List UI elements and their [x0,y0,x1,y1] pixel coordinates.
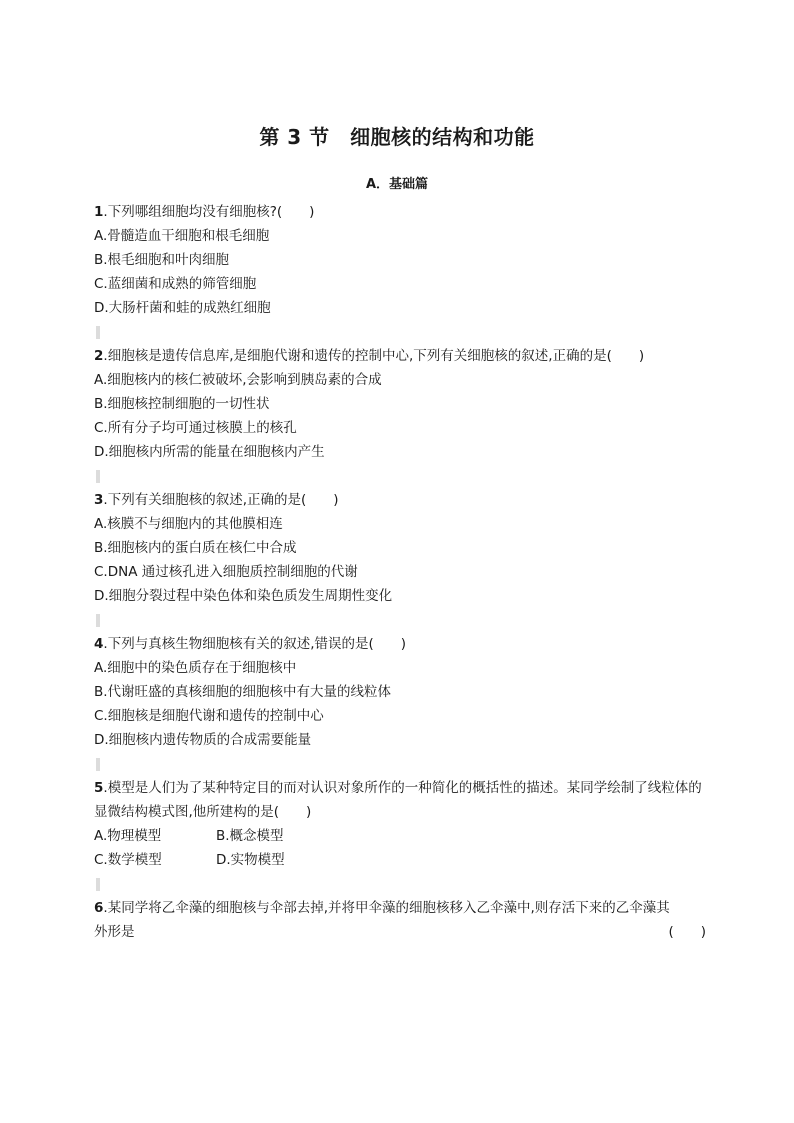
question-2 [94,344,706,464]
question-list [94,200,706,944]
question-6-stem [94,896,706,920]
question-2-text: .细胞核是遗传信息库,是细胞代谢和遗传的控制中心,下列有关细胞核的叙述,正确的是( ) [103,348,645,364]
question-4-option-b: B.代谢旺盛的真核细胞的细胞核中有大量的线粒体 [94,684,392,700]
question-5-number: 5 [94,780,104,796]
question-2-option-d: D.细胞核内所需的能量在细胞核内产生 [94,444,325,460]
question-5-option-a: A.物理模型 [94,828,162,844]
question-1-option-d: D.大肠杆菌和蛙的成熟红细胞 [94,300,271,316]
question-5-option-c: C.数学模型 [94,852,162,868]
question-4 [94,632,706,752]
question-3-option-b: B.细胞核内的蛋白质在核仁中合成 [94,540,297,556]
page-title: 第 3 节 细胞核的结构和功能 [259,125,535,149]
question-5-options-row-2 [94,848,706,872]
question-5-option-b: B.概念模型 [216,828,284,844]
question-5 [94,776,706,872]
question-5-option-d: D.实物模型 [216,852,285,868]
question-1-text: .下列哪组细胞均没有细胞核?( ) [103,204,315,220]
answer-marker [94,608,706,632]
question-4-option-d: D.细胞核内遗传物质的合成需要能量 [94,732,312,748]
question-1-option-a: A.骨髓造血干细胞和根毛细胞 [94,228,270,244]
question-1-number: 1 [94,204,104,220]
question-3-number: 3 [94,492,104,508]
answer-marker [94,752,706,776]
question-2-option-a: A.细胞核内的核仁被破坏,会影响到胰岛素的合成 [94,372,382,388]
question-4-number: 4 [94,636,104,652]
answer-marker [94,464,706,488]
question-1-option-b: B.根毛细胞和叶肉细胞 [94,252,230,268]
answer-marker [94,872,706,896]
question-5-stem [94,776,706,824]
question-2-option-c: C.所有分子均可通过核膜上的核孔 [94,420,297,436]
question-6 [94,896,706,944]
question-4-option-a: A.细胞中的染色质存在于细胞核中 [94,660,297,676]
question-2-number: 2 [94,348,104,364]
question-3-text: .下列有关细胞核的叙述,正确的是( ) [103,492,339,508]
question-2-option-b: B.细胞核控制细胞的一切性状 [94,396,270,412]
question-6-number: 6 [94,900,104,916]
question-6-text: .某同学将乙伞藻的细胞核与伞部去掉,并将甲伞藻的细胞核移入乙伞藻中,则存活下来的乙伞藻其 [103,900,670,916]
answer-marker [94,320,706,344]
question-6-answer-blank: ( ) [668,924,706,940]
question-3-option-a: A.核膜不与细胞内的其他膜相连 [94,516,283,532]
question-5-text: .模型是人们为了某种特定目的而对认识对象所作的一种简化的概括性的描述。某同学绘制了线粒体的显微结构模式图,他所建构的是( ) [94,780,702,820]
question-6-text-tail: 外形是 [94,924,135,940]
question-4-stem [94,632,706,656]
question-5-options-row-1 [94,824,706,848]
question-3-option-c: C.DNA 通过核孔进入细胞质控制细胞的代谢 [94,564,358,580]
question-1-stem [94,200,706,224]
question-1-option-c: C.蓝细菌和成熟的筛管细胞 [94,276,257,292]
section-title: A．基础篇 [365,177,429,192]
question-3-stem [94,488,706,512]
question-2-stem [94,344,706,368]
question-4-option-c: C.细胞核是细胞代谢和遗传的控制中心 [94,708,324,724]
question-1 [94,200,706,320]
question-3-option-d: D.细胞分裂过程中染色体和染色质发生周期性变化 [94,588,393,604]
question-6-stem-tail [94,920,706,944]
question-3 [94,488,706,608]
question-4-text: .下列与真核生物细胞核有关的叙述,错误的是( ) [103,636,407,652]
